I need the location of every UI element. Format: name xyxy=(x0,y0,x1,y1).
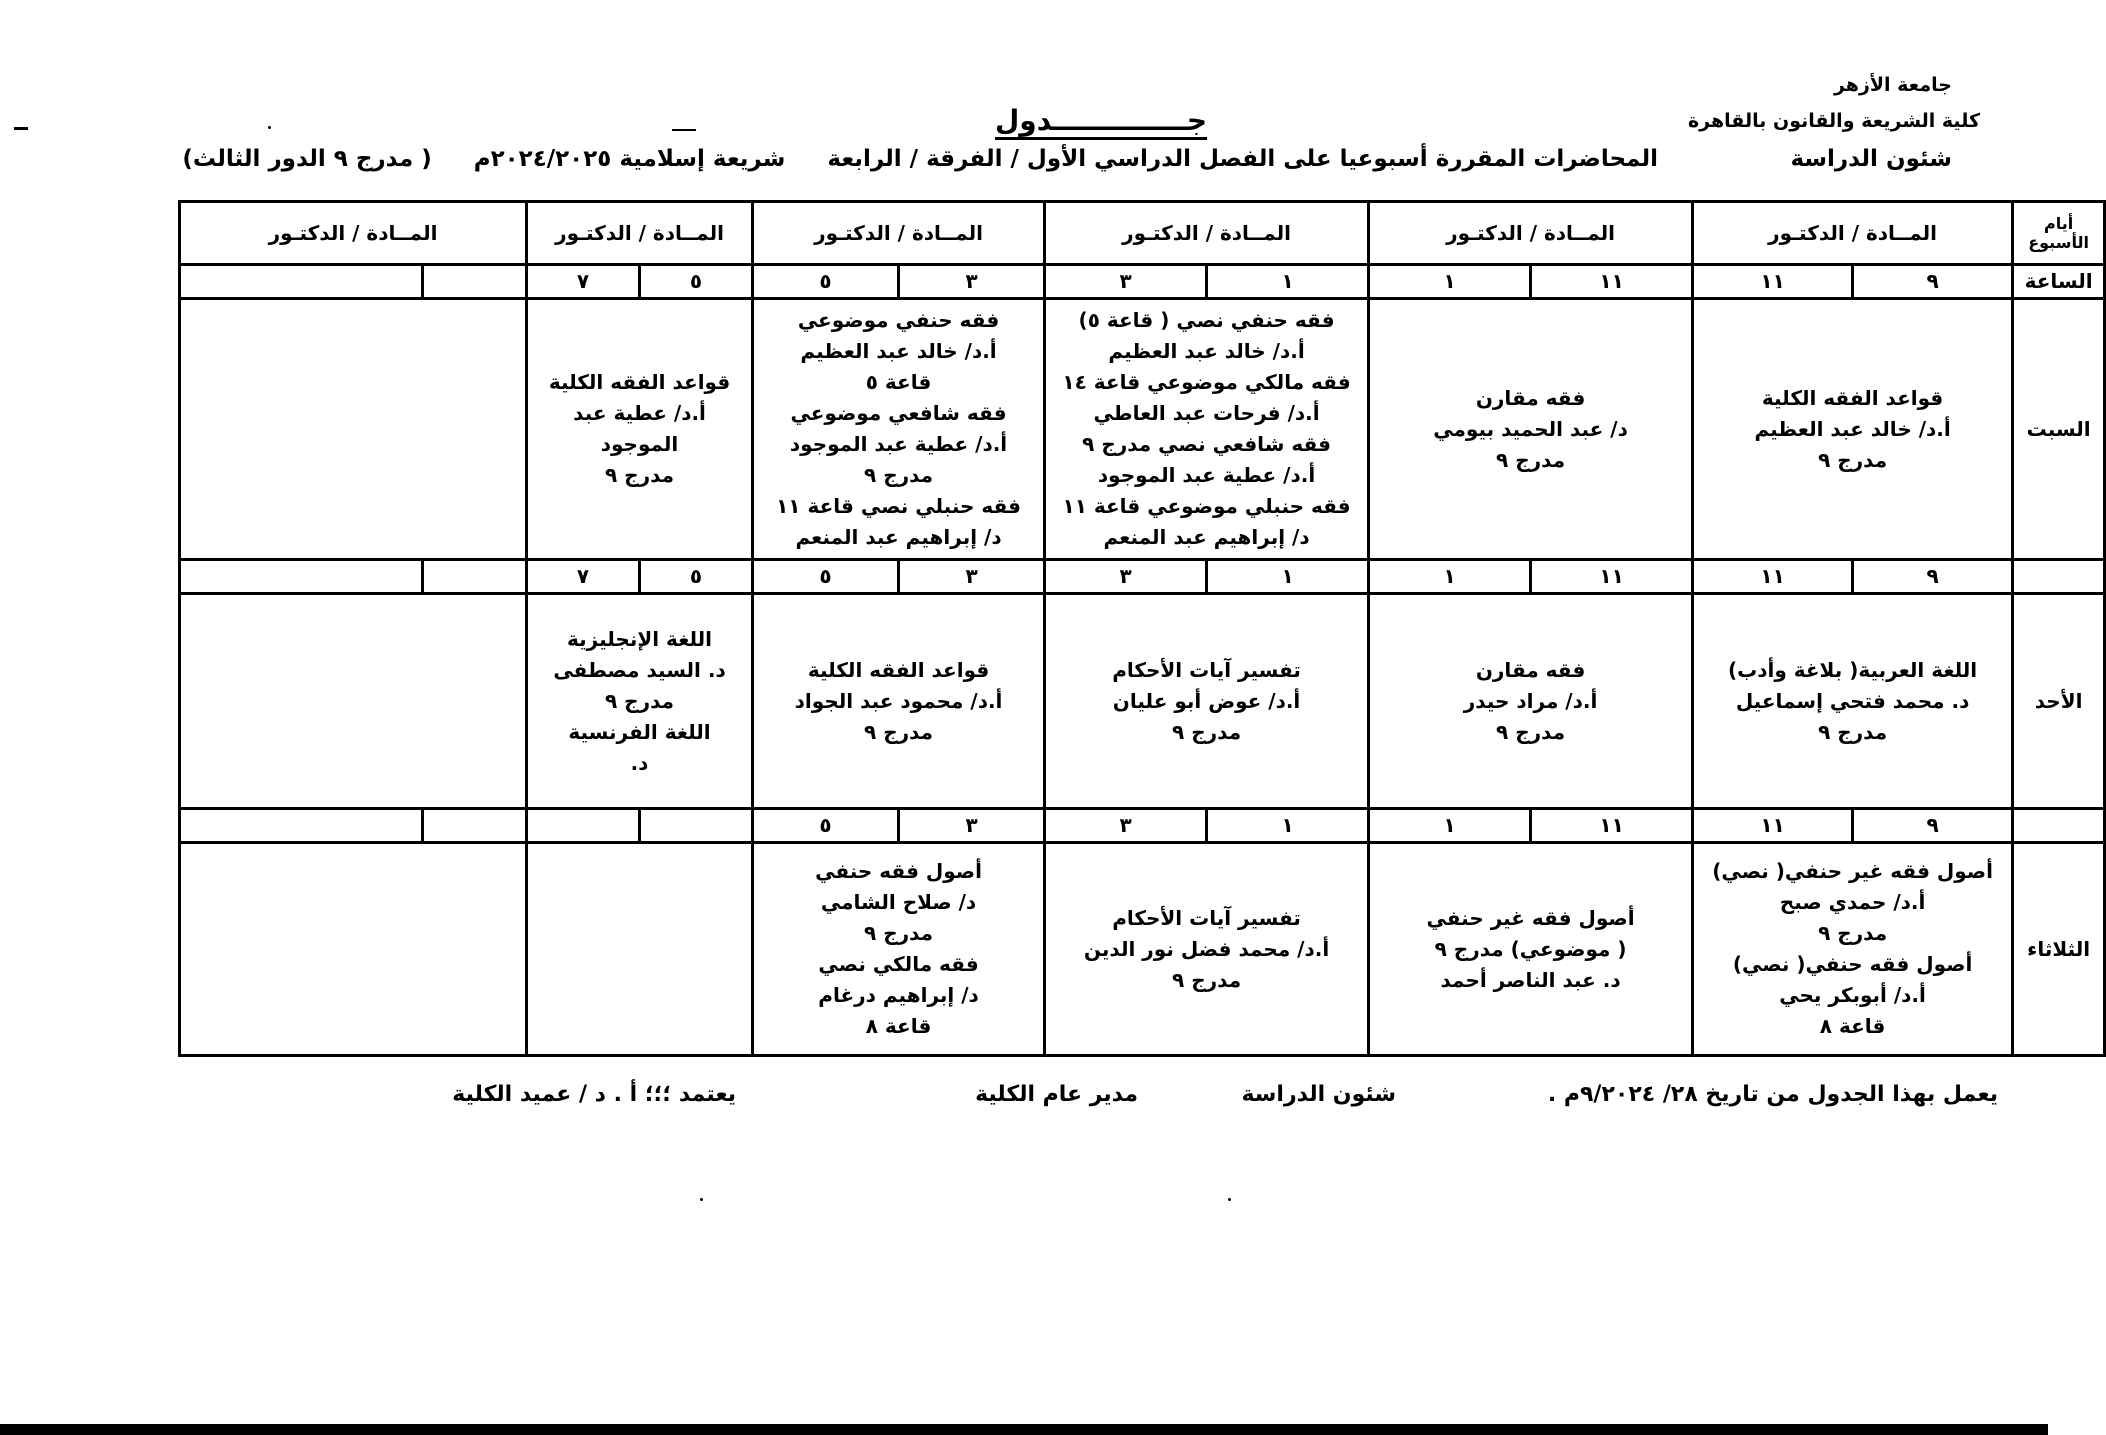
cell-line: أ.د/ محمود عبد الجواد xyxy=(794,688,1003,713)
cell-line: د/ إبراهيم عبد المنعم xyxy=(1103,525,1310,549)
schedule-cell xyxy=(1693,843,2013,1056)
cell-line: قواعد الفقه الكلية xyxy=(807,657,990,682)
hour-cell: ١١ xyxy=(1531,809,1693,843)
cell-line: أ.د/ محمد فضل نور الدين xyxy=(1083,936,1330,961)
hour-cell: ١١ xyxy=(1531,560,1693,594)
cell-line: فقه مالكي نصي xyxy=(818,952,979,976)
cell-line: د. عبد الناصر أحمد xyxy=(1440,967,1621,992)
cell-line: فقه حنفي نصي ( قاعة ٥) xyxy=(1078,308,1335,332)
hour-cell: ١ xyxy=(1207,560,1369,594)
hour-cell: ١ xyxy=(1369,265,1531,299)
cell-line: أ.د/ خالد عبد العظيم xyxy=(1108,339,1305,363)
cell-line: مدرج ٩ xyxy=(605,688,675,713)
column-header-3: المــادة / الدكتـور xyxy=(1045,202,1369,265)
hour-cell: ٩ xyxy=(1853,265,2013,299)
hour-cell: ٣ xyxy=(1045,809,1207,843)
cell-line: أ.د/ فرحات عبد العاطي xyxy=(1093,401,1320,425)
scan-speck xyxy=(1228,1198,1231,1201)
hour-cell: ١١ xyxy=(1693,560,1853,594)
hour-cell xyxy=(640,809,753,843)
schedule-cell xyxy=(1369,299,1693,560)
effective-date-note: يعمل بهذا الجدول من تاريخ ٢٨/ ٩/٢٠٢٤م . xyxy=(1547,1082,1998,1107)
cell-line: فقه شافعي موضوعي xyxy=(790,401,1007,425)
column-header-1: المــادة / الدكتـور xyxy=(1693,202,2013,265)
day-row-tuesday xyxy=(180,843,2105,1056)
hour-cell: ٣ xyxy=(1045,560,1207,594)
cell-line: فقه مقارن xyxy=(1475,385,1586,410)
schedule-cell xyxy=(753,843,1045,1056)
hour-cell: ٧ xyxy=(527,560,640,594)
scan-mark xyxy=(672,129,696,131)
scan-speck xyxy=(268,126,271,129)
day-name: الثلاثاء xyxy=(2013,843,2105,1056)
schedule-cell xyxy=(180,843,527,1056)
cell-line: د/ إبراهيم درغام xyxy=(818,983,979,1007)
hour-label-empty xyxy=(2013,560,2105,594)
hour-cell xyxy=(423,809,527,843)
cell-line: مدرج ٩ xyxy=(864,921,934,945)
schedule-cell xyxy=(527,594,753,809)
hour-cell xyxy=(423,560,527,594)
hour-cell: ٧ xyxy=(527,265,640,299)
cell-line: مدرج ٩ xyxy=(605,463,675,487)
day-name: الأحد xyxy=(2013,594,2105,809)
cell-line: أصول فقه حنفي xyxy=(815,859,982,883)
day-row-saturday xyxy=(180,299,2105,560)
cell-line: قاعة ٥ xyxy=(865,370,932,394)
cell-line: فقه مالكي موضوعي قاعة ١٤ xyxy=(1062,370,1351,394)
hour-cell xyxy=(180,560,423,594)
cell-line: مدرج ٩ xyxy=(1172,719,1242,744)
cell-line: قاعة ٨ xyxy=(865,1014,932,1038)
cell-line: مدرج ٩ xyxy=(1496,719,1566,744)
hour-label-empty xyxy=(2013,809,2105,843)
cell-line: د/ عبد الحميد بيومي xyxy=(1433,416,1628,441)
schedule-cell xyxy=(1369,594,1693,809)
cell-line: أ.د/ عطية عبد الموجود xyxy=(789,432,1008,456)
cell-line: مدرج ٩ xyxy=(1172,967,1242,992)
cell-line: اللغة الإنجليزية xyxy=(567,626,713,651)
bottom-scan-border xyxy=(0,1424,2048,1435)
cell-line: مدرج ٩ xyxy=(1818,447,1888,472)
hour-cell xyxy=(527,809,640,843)
hour-cell: ٣ xyxy=(899,265,1045,299)
hour-cell: ٥ xyxy=(753,265,899,299)
cell-line: مدرج ٩ xyxy=(1818,921,1888,945)
cell-line: أ.د/ عطية عبد xyxy=(573,401,706,425)
schedule-cell xyxy=(1369,843,1693,1056)
hour-cell: ٣ xyxy=(1045,265,1207,299)
cell-line: فقه حنبلي نصي قاعة ١١ xyxy=(776,494,1021,518)
cell-line: د/ إبراهيم عبد المنعم xyxy=(795,525,1002,549)
cell-line: ( موضوعي) مدرج ٩ xyxy=(1434,936,1627,961)
cell-line: أصول فقه حنفي( نصي) xyxy=(1732,952,1973,976)
hour-cell: ٩ xyxy=(1853,809,2013,843)
cell-line: فقه مقارن xyxy=(1475,657,1586,682)
cell-line: قواعد الفقه الكلية xyxy=(1761,385,1944,410)
hour-cell: ٥ xyxy=(753,560,899,594)
hour-cell: ٣ xyxy=(899,809,1045,843)
hour-row xyxy=(180,265,2105,299)
hour-cell: ١١ xyxy=(1693,265,1853,299)
cell-line: أ.د/ خالد عبد العظيم xyxy=(1754,416,1951,441)
schedule-cell xyxy=(527,843,753,1056)
cell-line: اللغة الفرنسية xyxy=(568,719,711,744)
schedule-table xyxy=(178,200,2106,1057)
study-affairs-signature: شئون الدراسة xyxy=(1241,1082,1396,1107)
cell-line: فقه حنفي موضوعي xyxy=(797,308,1000,332)
cell-line: مدرج ٩ xyxy=(864,463,934,487)
page-subtitle xyxy=(148,146,1658,172)
column-header-6: المــادة / الدكتـور xyxy=(180,202,527,265)
hour-cell: ١ xyxy=(1207,809,1369,843)
schedule-cell xyxy=(753,299,1045,560)
hour-cell xyxy=(180,809,423,843)
subtitle-part2: شريعة إسلامية ٢٠٢٤/٢٠٢٥م xyxy=(473,146,786,172)
cell-line: أ.د/ حمدي صبح xyxy=(1779,890,1926,914)
cell-line: فقه شافعي نصي مدرج ٩ xyxy=(1082,432,1331,456)
scan-speck xyxy=(700,1198,703,1201)
cell-line: أصول فقه غير حنفي( نصي) xyxy=(1712,859,1993,883)
hour-cell: ١١ xyxy=(1693,809,1853,843)
hour-cell: ٥ xyxy=(640,560,753,594)
day-row-sunday xyxy=(180,594,2105,809)
cell-line: مدرج ٩ xyxy=(1496,447,1566,472)
day-name: السبت xyxy=(2013,299,2105,560)
cell-line: د. السيد مصطفى xyxy=(553,657,726,682)
hour-cell: ٣ xyxy=(899,560,1045,594)
subtitle-part1: المحاضرات المقررة أسبوعيا على الفصل الدراسي الأول / الفرقة / الرابعة xyxy=(827,146,1658,172)
schedule-cell xyxy=(1045,594,1369,809)
cell-line: أ.د/ مراد حيدر xyxy=(1463,688,1598,713)
dean-approval: يعتمد ؛؛؛ أ . د / عميد الكلية xyxy=(452,1082,736,1107)
cell-line: أ.د/ أبوبكر يحي xyxy=(1779,983,1926,1007)
cell-line: مدرج ٩ xyxy=(1818,719,1888,744)
schedule-cell xyxy=(1693,594,2013,809)
cell-line: تفسير آيات الأحكام xyxy=(1112,657,1301,682)
cell-line: د/ صلاح الشامي xyxy=(820,890,977,914)
faculty-name: كلية الشريعة والقانون بالقاهرة xyxy=(1687,110,1980,132)
schedule-cell xyxy=(180,594,527,809)
hour-cell: ١ xyxy=(1207,265,1369,299)
university-name: جامعة الأزهر xyxy=(1833,74,1952,96)
hour-cell: ١ xyxy=(1369,560,1531,594)
cell-line: قاعة ٨ xyxy=(1819,1014,1886,1038)
cell-line: فقه حنبلي موضوعي قاعة ١١ xyxy=(1062,494,1351,518)
cell-line: الموجود xyxy=(600,432,679,456)
subtitle-part3: ( مدرج ٩ الدور الثالث) xyxy=(182,146,432,172)
cell-line: أ.د/ خالد عبد العظيم xyxy=(800,339,997,363)
schedule-cell xyxy=(527,299,753,560)
hour-row xyxy=(180,560,2105,594)
schedule-cell xyxy=(1045,299,1369,560)
hour-row xyxy=(180,809,2105,843)
hour-cell: ١١ xyxy=(1531,265,1693,299)
cell-line: تفسير آيات الأحكام xyxy=(1112,905,1301,930)
hour-cell: ٥ xyxy=(640,265,753,299)
cell-line: د. xyxy=(630,750,649,775)
cell-line: أ.د/ عطية عبد الموجود xyxy=(1097,463,1316,487)
hour-cell: ١ xyxy=(1369,809,1531,843)
cell-line: اللغة العربية( بلاغة وأدب) xyxy=(1728,657,1978,682)
scan-mark xyxy=(14,127,28,130)
column-header-5: المــادة / الدكتـور xyxy=(527,202,753,265)
column-header-row xyxy=(180,202,2105,265)
cell-line: قواعد الفقه الكلية xyxy=(548,370,731,394)
hour-cell xyxy=(423,265,527,299)
schedule-cell xyxy=(1693,299,2013,560)
schedule-cell xyxy=(753,594,1045,809)
cell-line: أ.د/ عوض أبو عليان xyxy=(1112,688,1301,713)
department-name: شئون الدراسة xyxy=(1790,146,1952,172)
hour-cell xyxy=(180,265,423,299)
hour-label: الساعة xyxy=(2013,265,2105,299)
day-column-header: أيام الأسبوع xyxy=(2013,202,2105,265)
hour-cell: ٩ xyxy=(1853,560,2013,594)
cell-line: مدرج ٩ xyxy=(864,719,934,744)
column-header-2: المــادة / الدكتـور xyxy=(1369,202,1693,265)
schedule-cell xyxy=(180,299,527,560)
page-title: جــــــــــــــدول xyxy=(995,104,1208,137)
general-manager-signature: مدير عام الكلية xyxy=(975,1082,1138,1107)
hour-cell: ٥ xyxy=(753,809,899,843)
schedule-cell xyxy=(1045,843,1369,1056)
cell-line: أصول فقه غير حنفي xyxy=(1426,905,1635,930)
cell-line: د. محمد فتحي إسماعيل xyxy=(1735,688,1970,713)
column-header-4: المــادة / الدكتـور xyxy=(753,202,1045,265)
